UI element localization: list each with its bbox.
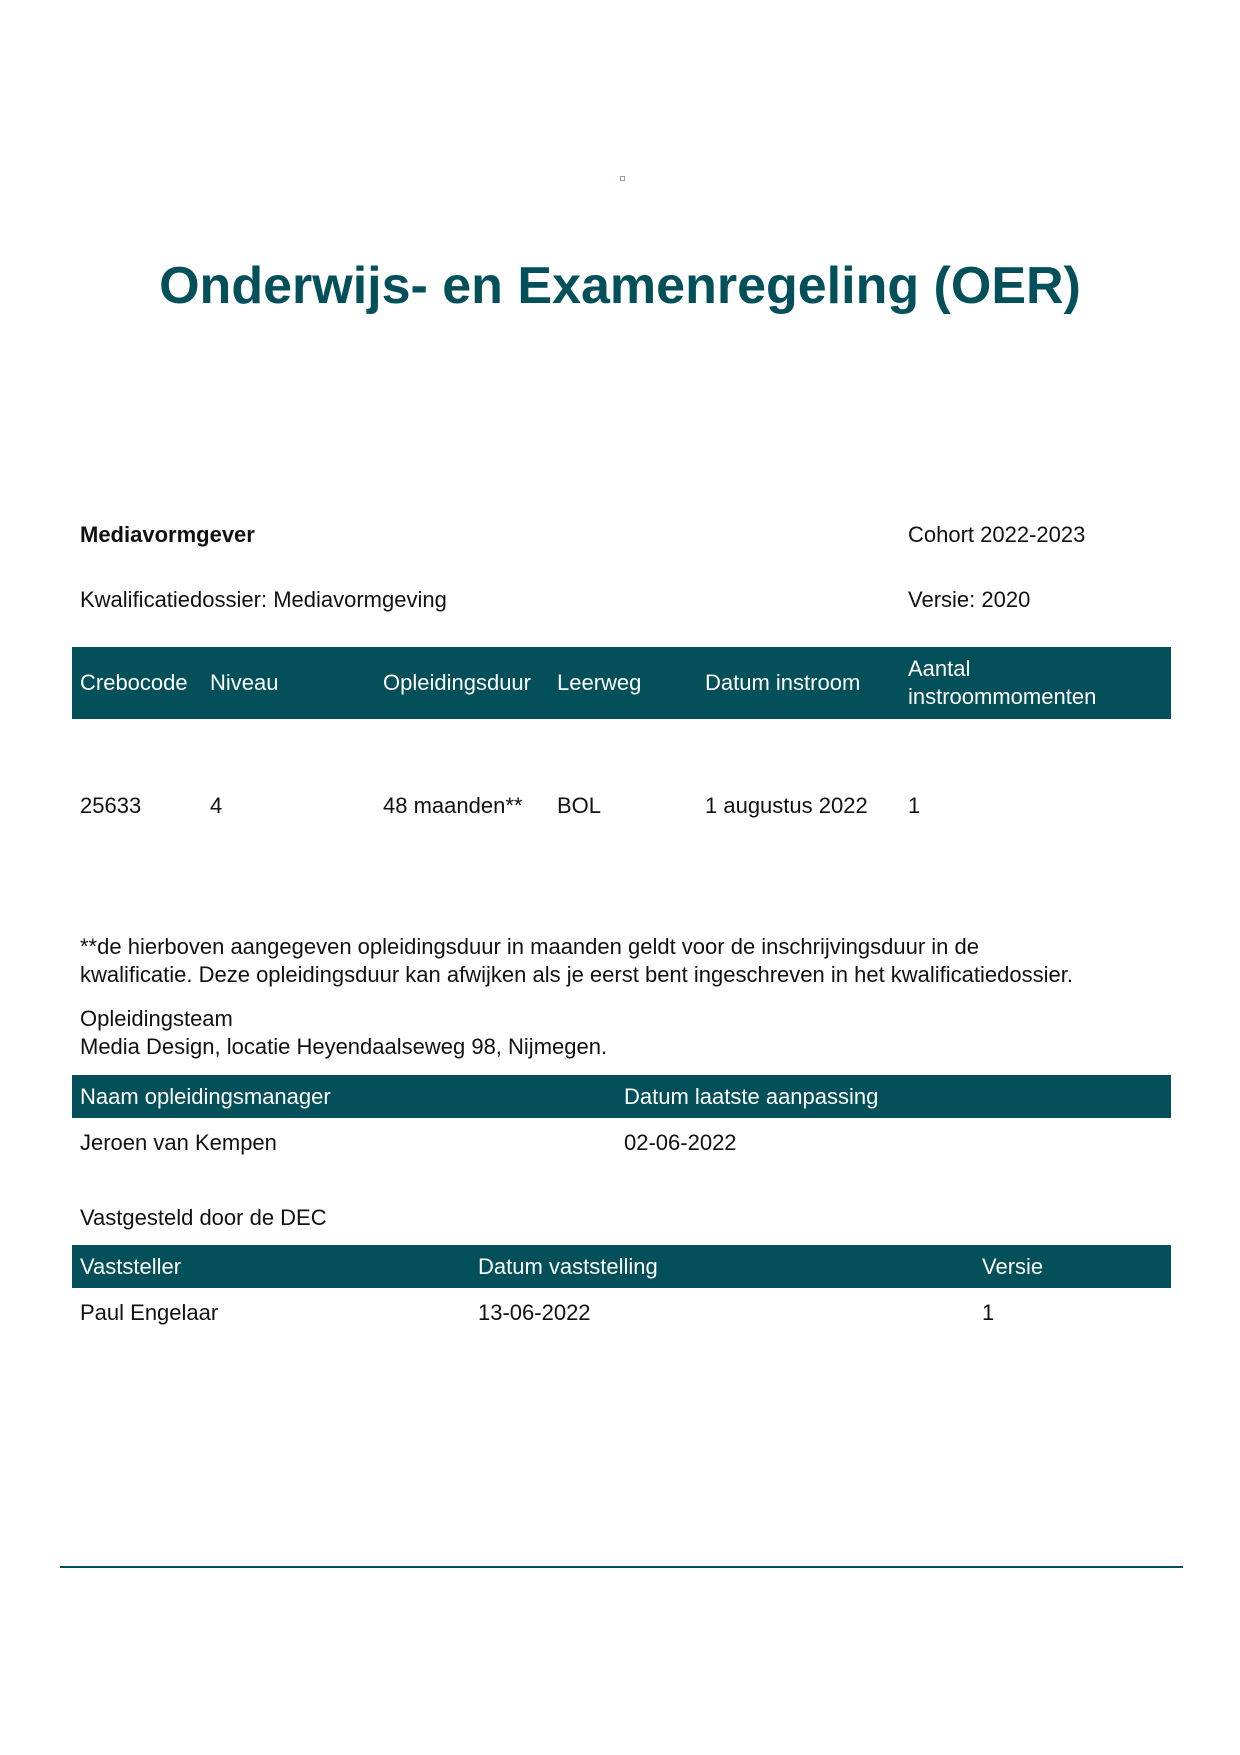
- cell-crebocode: 25633: [80, 793, 142, 818]
- footer-divider: [60, 1566, 1183, 1568]
- header-leerweg: Leerweg: [557, 670, 642, 695]
- team-location: Media Design, locatie Heyendaalseweg 98, Nijmegen.: [80, 1034, 608, 1059]
- cohort: Cohort 2022-2023: [908, 522, 1086, 547]
- manager-table-header: [72, 1075, 1171, 1118]
- header-aantal-line1: Aantal: [908, 656, 971, 681]
- qualification-dossier: Kwalificatiedossier: Mediavormgeving: [80, 587, 447, 612]
- program-name: Mediavormgever: [80, 522, 255, 547]
- dec-table-row: [72, 1299, 1171, 1329]
- cell-opleidingsduur: 48 maanden**: [383, 793, 523, 818]
- manager-table-row: [72, 1129, 1171, 1159]
- header-crebocode: Crebocode: [80, 670, 188, 695]
- dec-label: Vastgesteld door de DEC: [80, 1205, 327, 1230]
- cell-leerweg: BOL: [557, 793, 602, 818]
- footnote-line-1: **de hierboven aangegeven opleidingsduur in maanden geldt voor de inschrijvingsduur in de: [80, 934, 979, 959]
- cell-aantal: 1: [908, 793, 921, 818]
- document-title: Onderwijs- en Examenregeling (OER): [159, 257, 1081, 315]
- cell-datum-instroom: 1 augustus 2022: [705, 793, 868, 818]
- cell-manager-name: Jeroen van Kempen: [80, 1130, 277, 1155]
- dossier-version: Versie: 2020: [908, 587, 1031, 612]
- header-manager-name: Naam opleidingsmanager: [80, 1084, 331, 1109]
- header-versie: Versie: [982, 1254, 1044, 1279]
- header-vaststeller: Vaststeller: [80, 1254, 182, 1279]
- cell-vaststeller: Paul Engelaar: [80, 1300, 219, 1325]
- program-table-row: [72, 792, 1171, 822]
- footnote-line-2: kwalificatie. Deze opleidingsduur kan afwijken als je eerst bent ingeschreven in het kwalificatiedossier.: [80, 962, 1073, 987]
- header-datum-vaststelling: Datum vaststelling: [478, 1254, 658, 1279]
- logo-placeholder-icon: [620, 176, 625, 181]
- dec-table-header: [72, 1245, 1171, 1288]
- program-table-header: [72, 647, 1171, 719]
- cell-last-change-date: 02-06-2022: [624, 1130, 737, 1155]
- cell-datum-vaststelling: 13-06-2022: [478, 1300, 591, 1325]
- duration-footnote: [80, 933, 1170, 989]
- cell-versie: 1: [982, 1300, 995, 1325]
- header-last-change-date: Datum laatste aanpassing: [624, 1084, 879, 1109]
- header-datum-instroom: Datum instroom: [705, 670, 861, 695]
- cell-niveau: 4: [210, 793, 223, 818]
- header-aantal-line2: instroommomenten: [908, 684, 1097, 709]
- header-niveau: Niveau: [210, 670, 279, 695]
- team-label: Opleidingsteam: [80, 1006, 233, 1031]
- header-opleidingsduur: Opleidingsduur: [383, 670, 531, 695]
- education-team: [80, 1005, 1170, 1061]
